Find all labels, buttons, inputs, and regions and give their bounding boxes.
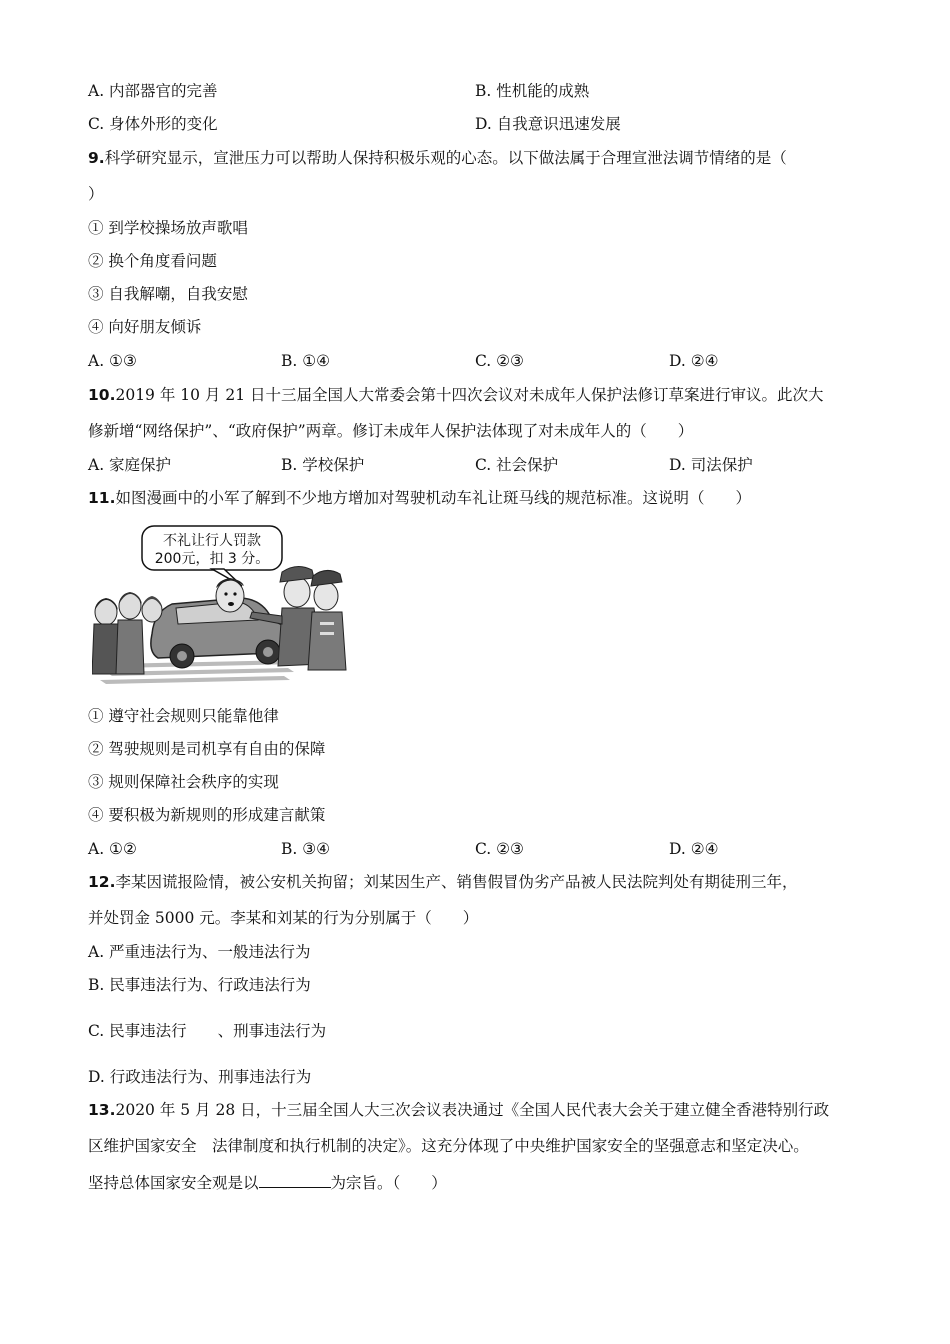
q12-option-c: C. 民事违法行 、刑事违法行为 [88, 1022, 327, 1040]
q10-option-d: D. 司法保护 [669, 456, 753, 474]
q11-stem-text: 如图漫画中的小军了解到不少地方增加对驾驶机动车礼让斑马线的规范标准。这说明（ ） [115, 489, 751, 507]
q12-stem-line2: 并处罚金 5000 元。李某和刘某的行为分别属于（ ） [88, 909, 479, 927]
q10-option-c: C. 社会保护 [475, 456, 559, 474]
q9-item-2: ② 换个角度看问题 [88, 252, 217, 270]
q8-option-d: D. 自我意识迅速发展 [475, 115, 621, 133]
q9-stem-end: ） [88, 185, 104, 203]
q9-item-1: ① 到学校操场放声歌唱 [88, 219, 248, 237]
q10-stem-line1 [88, 384, 824, 406]
q9-option-c: C. ②③ [475, 352, 524, 370]
q12-option-d: D. 行政违法行为、刑事违法行为 [88, 1068, 312, 1086]
q9-item-4: ④ 向好朋友倾诉 [88, 318, 202, 336]
q12-stem-line1 [88, 871, 797, 893]
bubble-text-line2: 200元，扣 3 分。 [154, 551, 270, 567]
q13-stem-line3-b: 为宗旨。（ ） [330, 1174, 447, 1192]
q10-option-b: B. 学校保护 [281, 456, 365, 474]
q9-number: 9. [88, 149, 105, 167]
q9-stem [88, 147, 787, 169]
q9-option-d: D. ②④ [669, 352, 719, 370]
q13-stem-text: 2020 年 5 月 28 日，十三届全国人大三次会议表决通过《全国人民代表大会关于建立健全香港特别行政 [115, 1101, 830, 1119]
q10-number: 10. [88, 386, 116, 404]
q8-option-c: C. 身体外形的变化 [88, 115, 218, 133]
q13-stem-line3 [88, 1172, 447, 1194]
q11-number: 11. [88, 489, 116, 507]
q12-option-b: B. 民事违法行为、行政违法行为 [88, 976, 311, 994]
q9-item-3: ③ 自我解嘲，自我安慰 [88, 285, 248, 303]
q12-option-a: A. 严重违法行为、一般违法行为 [88, 943, 311, 961]
q13-number: 13. [88, 1101, 116, 1119]
q10-stem-text: 2019 年 10 月 21 日十三届全国人大常委会第十四次会议对未成年人保护法修订草案进行审议。此次大 [115, 386, 824, 404]
q11-option-c: C. ②③ [475, 840, 524, 858]
q13-answer-blank [259, 1173, 331, 1188]
q11-item-4: ④ 要积极为新规则的形成建言献策 [88, 806, 326, 824]
q12-stem-text: 李某因谎报险情，被公安机关拘留；刘某因生产、销售假冒伪劣产品被人民法院判处有期徒刑三年， [115, 873, 798, 891]
q8-option-a: A. 内部器官的完善 [88, 82, 218, 100]
q11-stem [88, 487, 751, 509]
q10-stem-line2: 修新增“网络保护”、“政府保护”两章。修订未成年人保护法体现了对未成年人的（ ） [88, 422, 694, 440]
q13-stem-line2: 区维护国家安全 法律制度和执行机制的决定》。这充分体现了中央维护国家安全的坚强意志和坚定决心。 [88, 1137, 809, 1155]
q9-stem-text: 科学研究显示，宣泄压力可以帮助人保持积极乐观的心态。以下做法属于合理宣泄法调节情绪的是（ [104, 149, 787, 167]
q11-item-1: ① 遵守社会规则只能靠他律 [88, 707, 279, 725]
q13-stem-line1 [88, 1099, 829, 1121]
q13-stem-line3-a: 坚持总体国家安全观是以 [88, 1174, 259, 1192]
q9-option-b: B. ①④ [281, 352, 331, 370]
q10-option-a: A. 家庭保护 [88, 456, 172, 474]
q9-option-a: A. ①③ [88, 352, 137, 370]
q12-number: 12. [88, 873, 116, 891]
q8-option-b: B. 性机能的成熟 [475, 82, 590, 100]
q11-item-3: ③ 规则保障社会秩序的实现 [88, 773, 279, 791]
q11-option-b: B. ③④ [281, 840, 331, 858]
q11-option-a: A. ①② [88, 840, 137, 858]
bubble-text-line1: 不礼让行人罚款 [163, 533, 261, 549]
q11-item-2: ② 驾驶规则是司机享有自由的保障 [88, 740, 326, 758]
traffic-cartoon-illustration [92, 524, 347, 687]
q11-option-d: D. ②④ [669, 840, 719, 858]
